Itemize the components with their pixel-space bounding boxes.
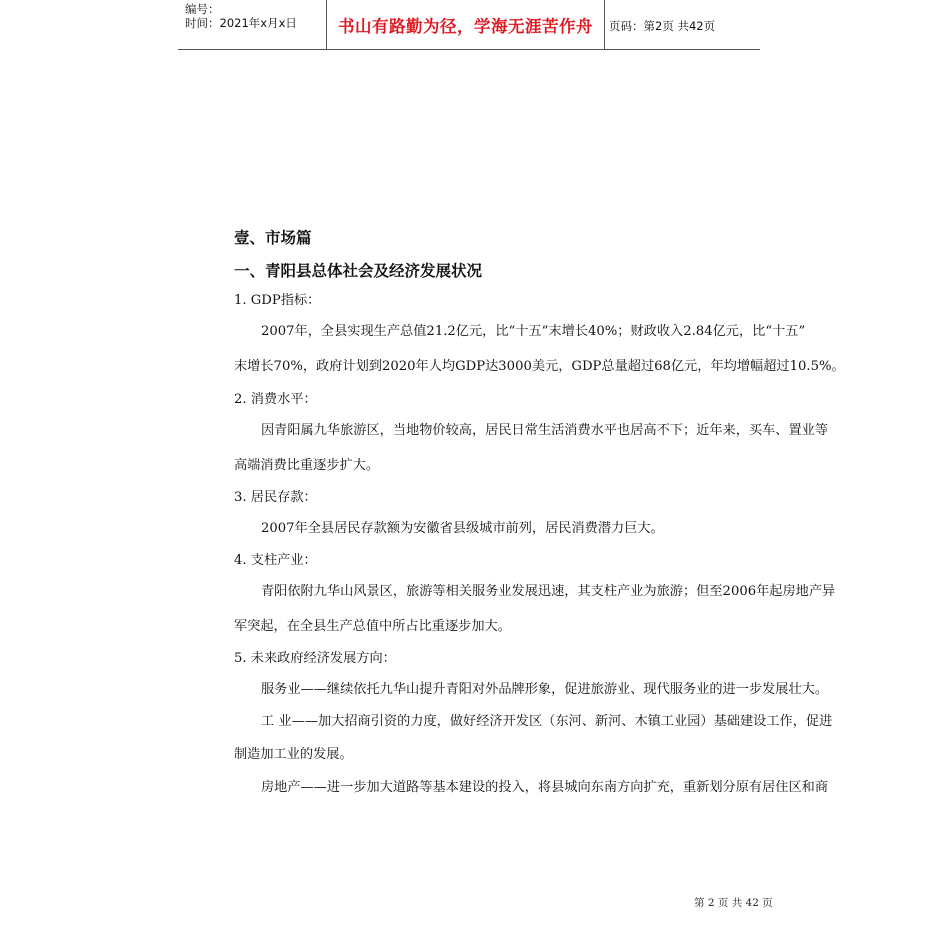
header-meta	[185, 2, 297, 30]
page-footer-number: 第 2 页 共 42 页	[694, 897, 773, 909]
header-number-label: 编号：	[185, 2, 220, 16]
header-page-label: 页码：第2页 共42页	[609, 19, 716, 33]
header-divider	[604, 0, 605, 49]
consumption-heading: 2. 消费水平：	[234, 392, 317, 407]
paragraph-line: 2007年全县居民存款额为安徽省县级城市前列，居民消费潜力巨大。	[261, 521, 664, 536]
header-motto: 书山有路勤为径，学海无涯苦作舟	[338, 16, 593, 36]
page-header	[178, 0, 760, 50]
paragraph-line: 青阳依附九华山风景区，旅游等相关服务业发展迅速，其支柱产业为旅游；但至2006年起房地产异	[261, 584, 836, 599]
paragraph-line: 制造加工业的发展。	[234, 747, 353, 762]
pillar-heading: 4. 支柱产业：	[234, 553, 317, 568]
paragraph-line: 高端消费比重逐步扩大。	[234, 458, 380, 473]
subsection-title: 一、青阳县总体社会及经济发展状况	[234, 262, 483, 280]
paragraph-line: 工 业——加大招商引资的力度，做好经济开发区（东河、新河、木镇工业园）基础建设工作，促进	[261, 714, 833, 729]
paragraph-line: 2007年，全县实现生产总值21.2亿元，比“十五”末增长40%；财政收入2.84亿元，比“十五”	[261, 324, 806, 339]
header-time-label: 时间：2021年x月x日	[185, 16, 297, 30]
section-title: 壹、市场篇	[234, 229, 312, 247]
direction-heading: 5. 未来政府经济发展方向：	[234, 651, 396, 666]
paragraph-line: 服务业——继续依托九华山提升青阳对外品牌形象，促进旅游业、现代服务业的进一步发展壮大。	[261, 682, 829, 697]
gdp-heading: 1. GDP指标：	[234, 293, 321, 308]
paragraph-line: 房地产——进一步加大道路等基本建设的投入，将县城向东南方向扩充，重新划分原有居住区和商	[261, 780, 829, 795]
paragraph-line: 末增长70%，政府计划到2020年人均GDP达3000美元，GDP总量超过68亿元，年均增幅超过10.5%。	[234, 359, 845, 374]
paragraph-line: 军突起，在全县生产总值中所占比重逐步加大。	[234, 619, 511, 634]
paragraph-line: 因青阳属九华旅游区，当地物价较高，居民日常生活消费水平也居高不下；近年来，买车、置业等	[261, 423, 829, 438]
savings-heading: 3. 居民存款：	[234, 490, 317, 505]
